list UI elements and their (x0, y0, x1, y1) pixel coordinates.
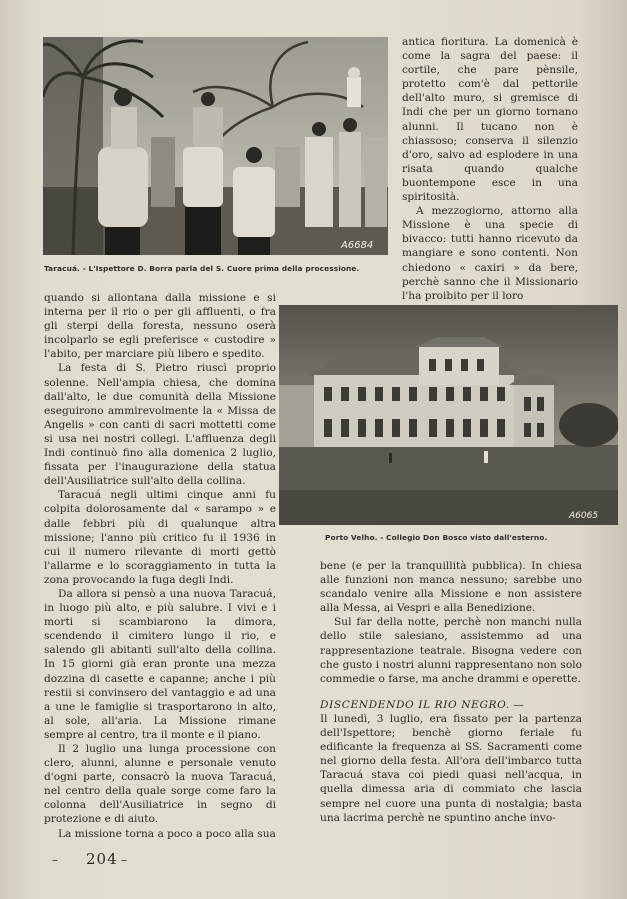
left-paragraph-1: quando si allontana dalla missione e si interna per il rio o per gli affluenti, o fra gli sterpi della foresta, nessuno oserà incolparlo se egli preferisce « custodire » l'abito, per marciare più libero e spedito. (44, 292, 276, 361)
section-heading-dash: — (509, 698, 524, 711)
procession-photo (43, 37, 388, 255)
college-photo (279, 305, 618, 525)
right-paragraph-3: Il lunedì, 3 luglio, era fissato per la partenza dell'Ispettore; benchè giorno feriale fu edificante la frequenza ai SS. Sacramenti come nel giorno della festa. All'ora dell'imbarco tutta Taracuá stava coi piedi quasi nell'acqua, in quella dimessa aria di commiato che lascia sempre nel cuore una punta di nostalgia; basta una lacrima perchè ne spuntino anche invo- (320, 712, 582, 824)
right-column (320, 559, 582, 825)
left-paragraph-5: Il 2 luglio una lunga processione con clero, alunni, alunne e personale venuto d'ogni parte, consacrò la nuova Taracuá, nel centro della quale sorge come faro la colonna dell'Ausiliatrice in segno di protezione e di aiuto. (44, 743, 276, 826)
left-paragraph-6: La missione torna a poco a poco alla sua (58, 827, 276, 840)
college-photo-label: A6065 (569, 511, 599, 521)
section-heading-text: DISCENDENDO IL RIO NEGRO. (320, 698, 510, 711)
left-paragraph-4: Da allora si pensò a una nuova Taracuá, in luogo più alto, e più salubre. I vivi e i morti si scambiarono la dimora, scendendo il cimitero lungo il rio, e salendo gli abitanti sull'alto della collina. In 15 giorni già eran pronte una mezza dozzina di casette e capanne; anche i più restii si convinsero del vantaggio e ad una a une le famiglie si trasportarono in alto, al sole, all'aria. La Missione rimane sempre al centro, tra il monte e il piano. (44, 587, 276, 741)
right-paragraph-2: Sul far della notte, perchè non manchi nulla dello stile salesiano, assistemmo ad una rappresentazione teatrale. Bisogna vedere con che gusto i nostri alunni rappresentano non solo commedie o farse, ma anche drammi e operette. (320, 616, 582, 685)
college-caption-place: Porto Velho. (325, 533, 378, 542)
top-right-paragraph-1: antica fioritura. La domenicà è come la sagra del paese: il cortile, che pare pènsile, protetto com'è dal pettorile dell'alto muro, si gremisce di Indi che per un giorno tornano alunni. Il tucano non è chiassoso; conserva il silenzio d'oro, salvo ad esplodere in una risata quando qualche buontempone esce in una spiritosità. (402, 36, 578, 204)
page-number: 204 (86, 850, 118, 868)
left-paragraph-2: La festa di S. Pietro riuscì proprio solenne. Nell'ampia chiesa, che domina dall'alto, le due comunità della Missione eseguirono ammirevolmente la « Missa de Angelis » con canti di sacri mottetti come si usa nei nostri collegi. L'affluenza degli Indi continuò fino alla domenica 2 luglio, fissata per l'inaugurazione della statua dell'Ausiliatrice sull'alto della collina. (44, 362, 276, 488)
page-number-trailing-dash: – (121, 853, 127, 867)
procession-caption-place: Taracuá. (44, 264, 80, 273)
section-heading (320, 698, 582, 712)
left-paragraph-3: Taracuá negli ultimi cinque anni fu colpita dolorosamente dal « sarampo » e dalle febbri più di qualunque altra missione; l'anno più critico fu il 1936 in cui il numero rilevante di morti gettò l'allarme e lo scoraggiamento in tutta la zona provocando la fuga degli Indi. (44, 489, 276, 586)
procession-photo-label: A6684 (341, 240, 374, 251)
right-paragraph-1: bene (e per la tranquillità pubblica). In chiesa alle funzioni non manca nessuno; sarebbe uno scandalo venire alla Missione e non assistere alla Messa, ai Vespri e alla Benedizione. (320, 560, 582, 615)
college-photo-caption (325, 533, 547, 542)
top-right-paragraph-2: A mezzogiorno, attorno alla Missione è una specie di bivacco: tutti hanno ricevuto da mangiare e sono contenti. Non chiedono « caxiri » da bere, perchè sanno che il Missionario l'ha proibito per il loro (402, 205, 578, 302)
procession-caption-text: - L'Ispettore D. Borra parla del S. Cuore prima della processione. (79, 264, 360, 273)
page-number-leading-dash: – (52, 853, 58, 867)
left-column (44, 291, 276, 841)
college-caption-text: - Collegio Don Bosco visto dall'esterno. (377, 533, 548, 542)
procession-photo-caption (44, 264, 359, 273)
top-right-column (402, 35, 578, 303)
